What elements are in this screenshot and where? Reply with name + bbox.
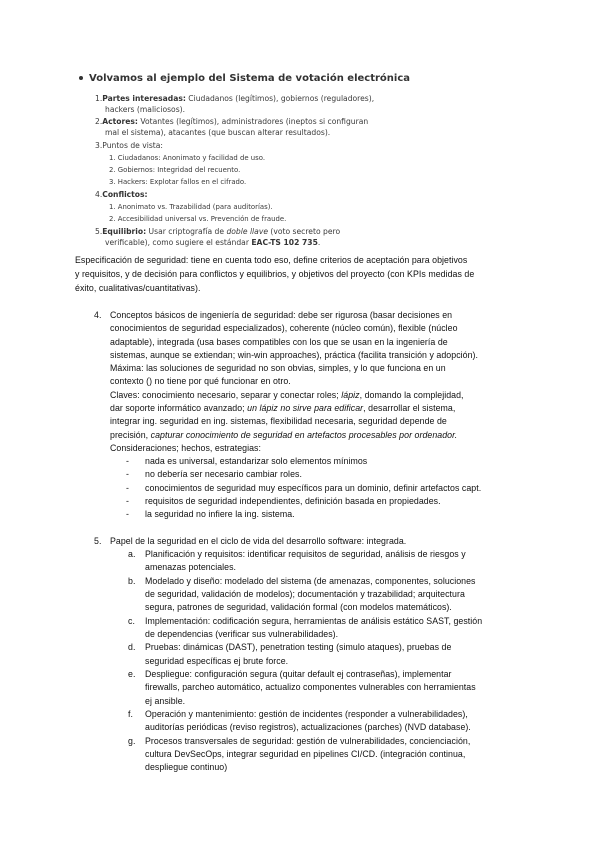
subitem-e-line-2: firewalls, parcheo automático, actualizo componentes vulnerables con herramientas — [145, 682, 476, 692]
intro-line-3: éxito, cualitativas/cuantitativas). — [75, 283, 201, 293]
item-4-number: 4. — [94, 310, 102, 320]
subitem-b-line-2: de seguridad, validación de modelos); documentación y trazabilidad; arquitectura — [145, 589, 465, 599]
subitem-letter: g. — [128, 736, 136, 746]
subitem-b-line-3: segura, patrones de seguridad, validación formal (con modelos matemáticos). — [145, 602, 452, 612]
bullet-mark: - — [126, 456, 129, 466]
slide-point-2: 2. Gobiernos: Integridad del recuento. — [109, 166, 241, 174]
subitem-f-line-2: auditorías periódicas (reviso registros), actualizaciones (parches) (NVD database). — [145, 722, 471, 732]
subitem-letter: c. — [128, 616, 135, 626]
item-5-number: 5. — [94, 536, 102, 546]
item-4-line-2: conocimientos de seguridad especializados), coherente (núcleo común), flexible (núcleo — [110, 323, 458, 333]
slide-title: Volvamos al ejemplo del Sistema de votación electrónica — [79, 74, 410, 85]
bullet-item-1: nada es universal, estandarizar solo elementos mínimos — [145, 456, 368, 466]
subitem-f-line-1: Operación y mantenimiento: gestión de incidentes (responder a vulnerabilidades), — [145, 709, 468, 719]
slide-item-2: 2.Actores: Votantes (legítimos), administradores (ineptos si configuran mal el sistema), atacantes (que buscan alterar resultados). — [95, 117, 369, 137]
bullet-item-4: requisitos de seguridad independientes, definición basada en propiedades. — [145, 496, 441, 506]
subitem-letter: b. — [128, 576, 136, 586]
subitem-letter: d. — [128, 642, 136, 652]
bullet-item-2: no debería ser necesario cambiar roles. — [145, 469, 302, 479]
subitem-g-line-2: cultura DevSecOps, integrar seguridad en pipelines CI/CD. (integración continua, — [145, 749, 466, 759]
subitem-d-line-1: Pruebas: dinámicas (DAST), penetration testing (simulo ataques), pruebas de — [145, 642, 452, 652]
standard-code: EAC-TS 102 735 — [251, 237, 318, 247]
slide-item-4: 4.Conflictos: — [95, 190, 148, 199]
bullet-mark: - — [126, 483, 129, 493]
subitem-a-line-2: amenazas potenciales. — [145, 562, 237, 572]
subitem-letter: a. — [128, 549, 136, 559]
bullet-item-5: la seguridad no infiere la ing. sistema. — [145, 509, 295, 519]
item-4-line-11: Consideraciones; hechos, estrategias: — [110, 443, 261, 453]
slide-point-3: 3. Hackers: Explotar fallos en el cifrado. — [109, 178, 247, 186]
subitem-letter: e. — [128, 669, 136, 679]
subitem-letter: f. — [128, 709, 133, 719]
subitem-d-line-2: seguridad específicas ej brute force. — [145, 656, 289, 666]
subitem-c-line-2: de dependencias (verificar sus vulnerabilidades). — [145, 629, 339, 639]
slide-item-3: 3.Puntos de vista: — [95, 141, 163, 150]
subitem-e-line-3: ej ansible. — [145, 696, 186, 706]
intro-line-1: Especificación de seguridad: tiene en cuenta todo eso, define criterios de aceptación para objetivos — [75, 255, 468, 265]
embedded-slide-image — [75, 68, 411, 254]
subitem-g-line-3: despliegue continuo) — [145, 762, 228, 772]
bullet-mark: - — [126, 509, 129, 519]
slide-item-1: 1.Partes interesadas: Ciudadanos (legítimos), gobiernos (reguladores), hackers (maliciosos). — [95, 94, 375, 114]
item-4-line-6: contexto () no tiene por qué funcionar en otro. — [110, 376, 291, 386]
slide-item-5: 5.Equilibrio: Usar criptografía de doble llave (voto secreto pero verificable), como sugiere el estándar EAC-TS 102 735. — [95, 227, 341, 247]
subitem-g-line-1: Procesos transversales de seguridad: gestión de vulnerabilidades, concienciación, — [145, 736, 471, 746]
slide-conflict-2: 2. Accesibilidad universal vs. Prevención de fraude. — [109, 215, 287, 223]
item-5-heading: Papel de la seguridad en el ciclo de vida del desarrollo software: integrada. — [110, 536, 407, 546]
bullet-mark: - — [126, 496, 129, 506]
intro-line-2: y requisitos, y de decisión para conflictos y equilibrios, y objetivos del proyecto (con KPIs medidas de — [75, 269, 475, 279]
item-4-line-1: Conceptos básicos de ingeniería de seguridad: debe ser rigurosa (basar decisiones en — [110, 310, 453, 320]
slide-conflict-1: 1. Anonimato vs. Trazabilidad (para auditorías). — [109, 203, 273, 211]
emphasis-text: doble llave — [226, 227, 268, 236]
subitem-e-line-1: Despliegue: configuración segura (quitar default ej contraseñas), implementar — [145, 669, 452, 679]
slide-point-1: 1. Ciudadanos: Anonimato y facilidad de uso. — [109, 154, 266, 162]
item-4-line-8: dar soporte informático avanzado; un lápiz no sirve para edificar, desarrollar el sistema, — [110, 403, 456, 413]
item-4-line-5: Máxima: las soluciones de seguridad no son obvias, simples, y lo que funciona en un — [110, 363, 446, 373]
bullet-dot-icon — [79, 76, 83, 80]
item-4-line-10: precisión, capturar conocimiento de seguridad en artefactos procesables por ordenador. — [110, 430, 458, 440]
bullet-mark: - — [126, 469, 129, 479]
item-4-line-3: adaptable), integrada (usa bases compatibles con los que se usan en la ingeniería de — [110, 337, 448, 347]
subitem-a-line-1: Planificación y requisitos: identificar requisitos de seguridad, análisis de riesgos y — [145, 549, 466, 559]
bullet-item-3: conocimientos de seguridad muy específicos para un dominio, definir artefactos capt. — [145, 483, 482, 493]
subitem-b-line-1: Modelado y diseño: modelado del sistema (de amenazas, componentes, soluciones — [145, 576, 476, 586]
item-4-line-9: integrar ing. seguridad en ing. sistemas, flexibilidad necesaria, seguridad depende de — [110, 416, 447, 426]
item-4-claves-line: Claves: conocimiento necesario, separar y conectar roles; lápiz, domando la complejidad, — [110, 390, 464, 400]
subitem-c-line-1: Implementación: codificación segura, herramientas de análisis estático SAST, gestión — [145, 616, 483, 626]
item-4-line-4: sistemas, aunque se extiendan; win-win approaches), práctica (facilita transición y adopción). — [110, 350, 479, 360]
